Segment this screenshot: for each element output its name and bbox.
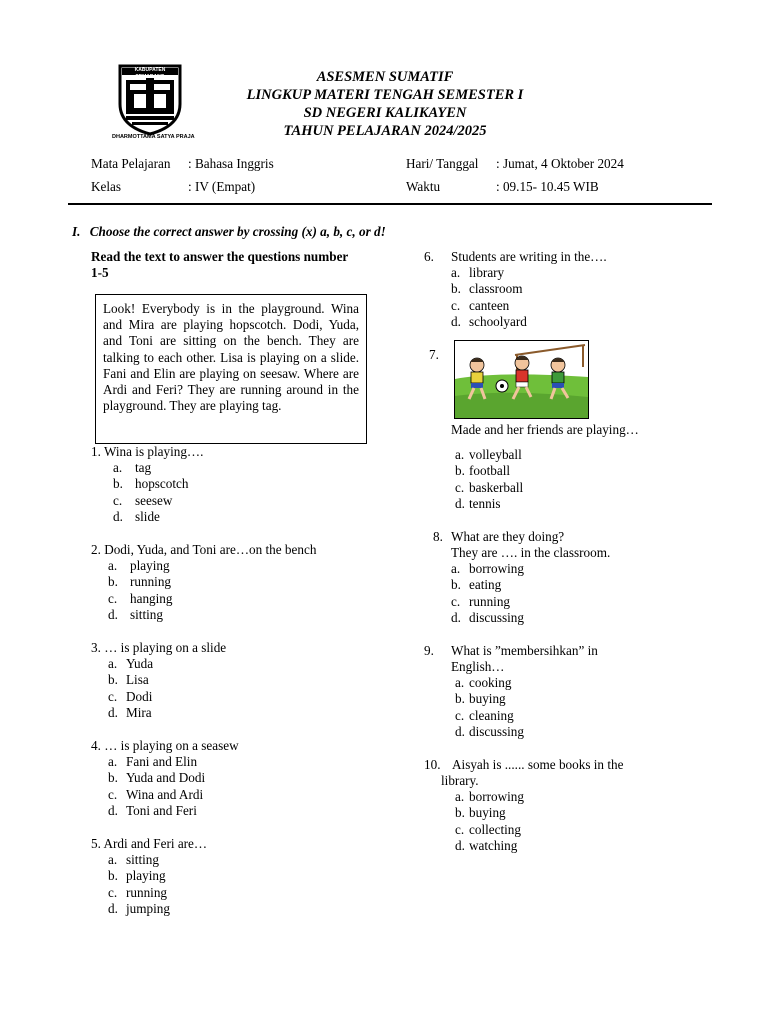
option-d[interactable]: d. tennis: [455, 496, 501, 512]
question-number: 8.: [433, 529, 443, 544]
option-c[interactable]: c. canteen: [451, 297, 510, 313]
title-line-3: SD NEGERI KALIKAYEN: [303, 105, 467, 121]
logo-motto: DHARMOTTAMA SATYA PRAJA: [112, 134, 195, 140]
time-label: Waktu: [406, 179, 441, 194]
option-a[interactable]: a. borrowing: [455, 789, 524, 804]
question-number: 5.: [91, 836, 101, 851]
question-number: 1.: [91, 444, 101, 459]
time-value: : 09.15- 10.45 WIB: [496, 179, 599, 194]
question-text: Wina is playing….: [103, 444, 204, 459]
option-d[interactable]: d. slide: [113, 509, 160, 525]
question-text: Dodi, Yuda, and Toni are…on the bench: [104, 542, 317, 557]
option-c[interactable]: c. running: [108, 884, 168, 900]
option-b[interactable]: b. Yuda and Dodi: [108, 770, 206, 786]
option-b[interactable]: b. classroom: [451, 281, 523, 297]
option-c[interactable]: c. hanging: [108, 590, 173, 606]
option-a[interactable]: a. volleyball: [455, 447, 522, 462]
question-text-line-2: library.: [441, 773, 479, 788]
reading-heading: Read the text to answer the questions number 1-5: [91, 249, 349, 281]
question-text-line-2: English…: [451, 659, 505, 674]
option-b[interactable]: b. buying: [455, 805, 506, 821]
logo-top-text: KABUPATEN SEMARANG: [134, 67, 166, 80]
section-instruction: [72, 224, 386, 240]
option-d[interactable]: d. Mira: [108, 705, 152, 721]
question-text: Students are writing in the….: [451, 249, 607, 264]
option-c[interactable]: c. Dodi: [108, 688, 153, 704]
option-d[interactable]: d. schoolyard: [451, 314, 527, 330]
option-a[interactable]: a. library: [451, 265, 505, 280]
question-text: What are they doing?: [451, 529, 565, 544]
option-d[interactable]: d. sitting: [108, 607, 163, 623]
option-b[interactable]: b. buying: [455, 691, 506, 707]
question-number: 10.: [424, 757, 441, 772]
option-c[interactable]: c. baskerball: [455, 479, 524, 495]
option-a[interactable]: a. cooking: [455, 675, 512, 690]
option-b[interactable]: b. hopscotch: [113, 476, 189, 492]
question-number: 2.: [91, 542, 101, 557]
option-c[interactable]: c. cleaning: [455, 707, 514, 723]
option-c[interactable]: c. seesew: [113, 492, 173, 508]
option-d[interactable]: d. watching: [455, 838, 518, 854]
option-d[interactable]: d. Toni and Feri: [108, 803, 197, 819]
question-number: 6.: [424, 249, 434, 264]
option-a[interactable]: a. borrowing: [451, 561, 524, 576]
reading-passage: Look! Everybody is in the playground. Wina and Mira are playing hopscotch. Dodi, Yuda, and Toni are sitting on the bench. They are talking to each other. Lisa is playing on a slide. Fani and Elin are playing on seesaw. Where are Ardi and Feri? They are running around in the playground. They are playing tag.: [95, 294, 367, 444]
day-label: Hari/ Tanggal: [406, 156, 479, 171]
option-d[interactable]: d. discussing: [451, 610, 524, 626]
question-number: 4.: [91, 738, 101, 753]
question-text: … is playing on a slide: [104, 640, 227, 655]
option-b[interactable]: b. Lisa: [108, 672, 149, 688]
class-value: : IV (Empat): [188, 179, 256, 194]
class-label: Kelas: [91, 179, 122, 194]
option-a[interactable]: a. Fani and Elin: [108, 754, 198, 769]
header-divider: [68, 203, 712, 205]
title-line-2: LINGKUP MATERI TENGAH SEMESTER I: [246, 87, 524, 103]
question-text-line-2: They are …. in the classroom.: [451, 545, 611, 560]
question-number: 7.: [429, 347, 439, 362]
football-illustration: [454, 340, 589, 419]
option-c[interactable]: c. running: [451, 593, 511, 609]
subject-value: : Bahasa Inggris: [188, 156, 274, 171]
option-b[interactable]: b. football: [455, 463, 511, 479]
question-text: Aisyah is ...... some books in the: [452, 757, 624, 772]
option-c[interactable]: c. Wina and Ardi: [108, 786, 204, 802]
title-line-4: TAHUN PELAJARAN 2024/2025: [283, 123, 487, 139]
section-text: Choose the correct answer by crossing (x) a, b, c, or d!: [89, 224, 386, 239]
option-d[interactable]: d. jumping: [108, 901, 170, 917]
option-b[interactable]: b. running: [108, 574, 172, 590]
option-a[interactable]: a. sitting: [108, 852, 159, 867]
day-value: : Jumat, 4 Oktober 2024: [496, 156, 624, 171]
option-b[interactable]: b. playing: [108, 868, 166, 884]
option-a[interactable]: a. Yuda: [108, 656, 154, 671]
section-number: I.: [72, 224, 81, 239]
question-text: Ardi and Feri are…: [103, 836, 208, 851]
question-number: 9.: [424, 643, 434, 658]
question-text: … is playing on a seasew: [104, 738, 239, 753]
option-a[interactable]: a. tag: [113, 460, 152, 475]
question-text: What is ”membersihkan” in: [451, 643, 598, 658]
option-d[interactable]: d. discussing: [455, 724, 524, 740]
title-line-1: ASESMEN SUMATIF: [316, 69, 454, 85]
option-c[interactable]: c. collecting: [455, 821, 521, 837]
question-number: 3.: [91, 640, 101, 655]
subject-label: Mata Pelajaran: [91, 156, 171, 171]
option-b[interactable]: b. eating: [451, 577, 502, 593]
option-a[interactable]: a. playing: [108, 558, 170, 573]
question-text: Made and her friends are playing…: [451, 422, 639, 437]
